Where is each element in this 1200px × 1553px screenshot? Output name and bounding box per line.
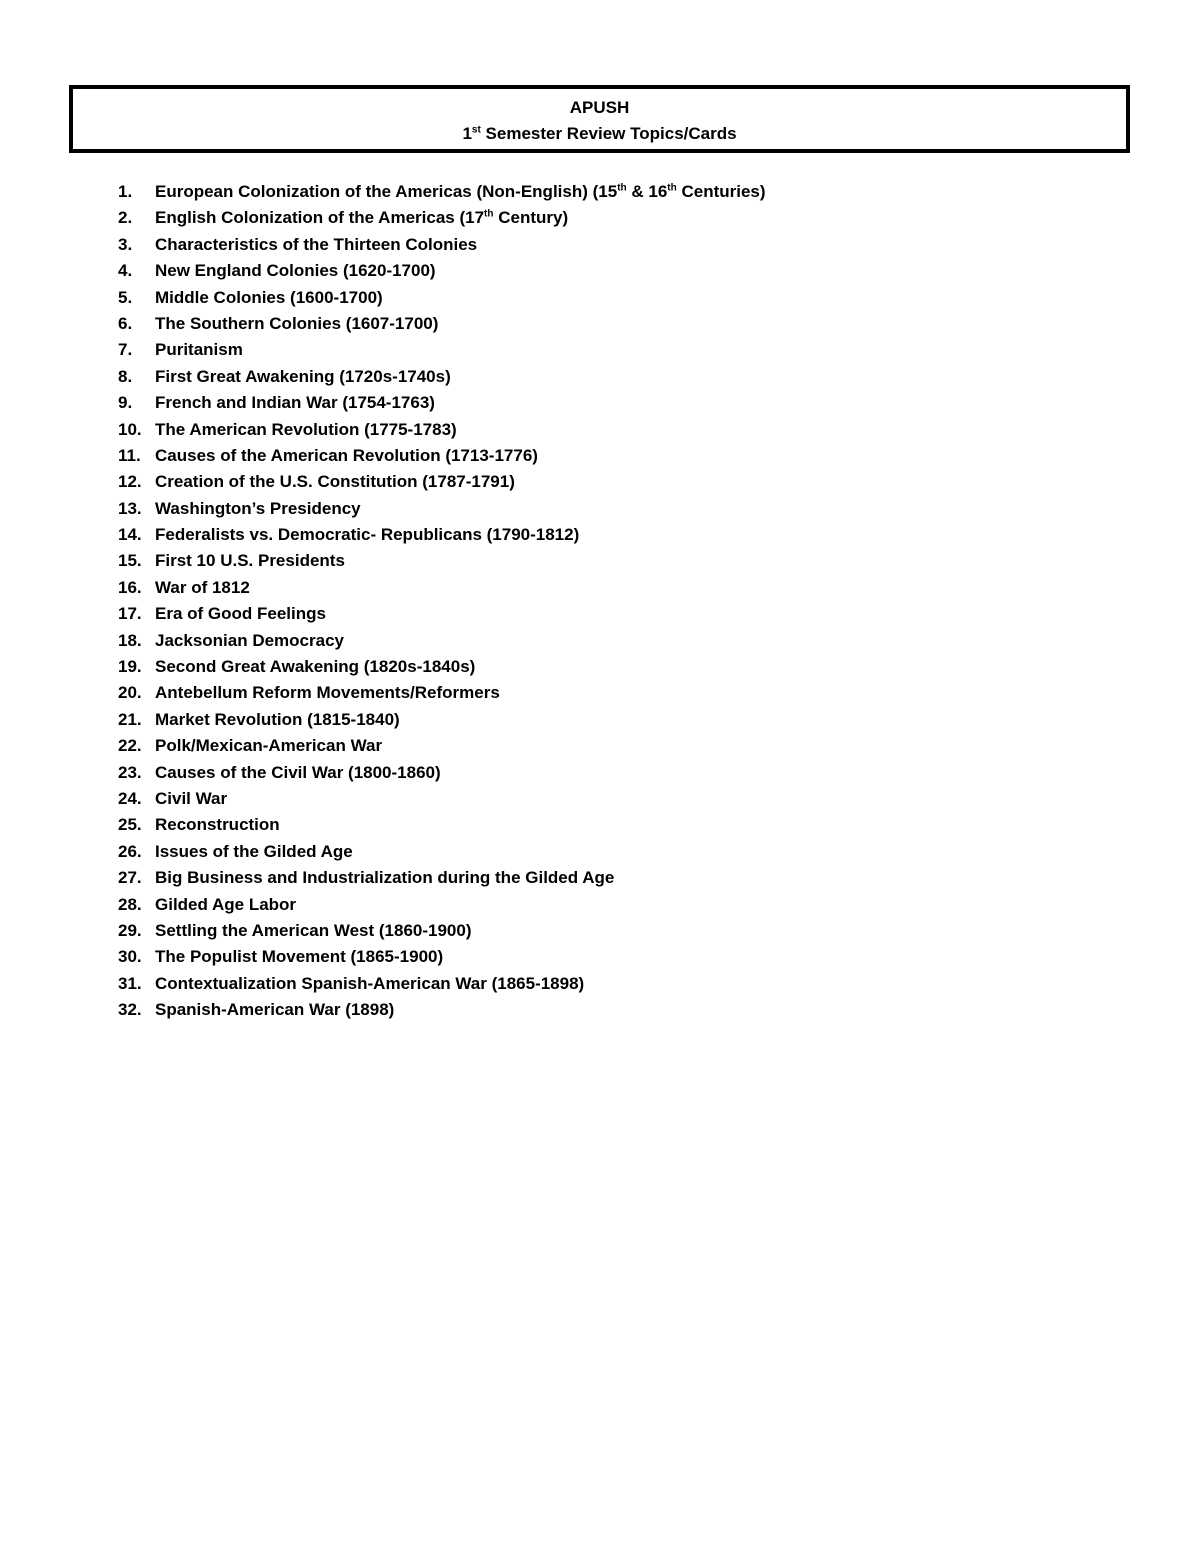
list-item [118, 892, 766, 918]
list-item [118, 364, 766, 390]
list-item [118, 179, 766, 205]
list-item-text-part: Contextualization Spanish-American War (1865-1898) [155, 973, 585, 993]
ordinal-superscript: th [484, 208, 494, 220]
list-item-number: 24. [118, 788, 142, 808]
list-item-text-part: Spanish-American War (1898) [155, 1000, 395, 1020]
list-item-number: 15. [118, 551, 142, 571]
list-item-text [155, 499, 361, 518]
list-item-number: 29. [118, 920, 142, 940]
list-item-number: 16. [118, 577, 142, 597]
list-item-number: 27. [118, 868, 142, 888]
list-item-text [155, 763, 441, 782]
list-item [118, 786, 766, 812]
list-item-text [155, 842, 353, 861]
list-item-number: 7. [118, 340, 133, 360]
list-item [118, 548, 766, 574]
subtitle-text: Semester Review Topics/Cards [480, 124, 737, 143]
list-item-number: 18. [118, 630, 142, 650]
list-item [118, 760, 766, 786]
list-item-text [155, 446, 538, 465]
list-item [118, 865, 766, 891]
list-item-text [155, 472, 515, 491]
list-item-text [155, 340, 243, 359]
list-item-text [155, 288, 383, 307]
list-item-number: 2. [118, 208, 133, 228]
list-item-number: 9. [118, 393, 133, 413]
list-item [118, 654, 766, 680]
list-item [118, 285, 766, 311]
list-item-number: 22. [118, 736, 142, 756]
list-item-text [155, 947, 443, 966]
list-item [118, 417, 766, 443]
list-item-number: 23. [118, 762, 142, 782]
list-item-text [155, 815, 280, 834]
list-item-number: 28. [118, 894, 142, 914]
list-item [118, 232, 766, 258]
list-item [118, 918, 766, 944]
list-item-text-part: Creation of the U.S. Constitution (1787-1791) [155, 472, 515, 492]
list-item-text-part: First 10 U.S. Presidents [155, 551, 345, 571]
list-item-number: 6. [118, 313, 133, 333]
list-item-text-part: Big Business and Industrialization during the Gilded Age [155, 868, 615, 888]
list-item-number: 31. [118, 973, 142, 993]
list-item-text-part: Washington’s Presidency [155, 498, 361, 518]
list-item-text [155, 921, 472, 940]
list-item [118, 575, 766, 601]
list-item-number: 21. [118, 709, 142, 729]
list-item-text [155, 525, 579, 544]
list-item [118, 258, 766, 284]
list-item-number: 20. [118, 683, 142, 703]
list-item [118, 522, 766, 548]
page-subtitle [73, 121, 1126, 147]
list-item [118, 628, 766, 654]
list-item-text-part: Causes of the American Revolution (1713-1776) [155, 445, 538, 465]
list-item-text-part: European Colonization of the Americas (Non-English) (15 [155, 182, 618, 201]
list-item-text-part: The Populist Movement (1865-1900) [155, 947, 444, 967]
list-item-text [155, 631, 344, 650]
list-item-number: 4. [118, 261, 133, 281]
list-item-number: 12. [118, 472, 142, 492]
list-item-text-part: Settling the American West (1860-1900) [155, 920, 472, 940]
list-item-text-part: War of 1812 [155, 577, 250, 597]
list-item-text [155, 420, 457, 439]
list-item-text-part: First Great Awakening (1720s-1740s) [155, 366, 451, 386]
list-item [118, 443, 766, 469]
list-item [118, 337, 766, 363]
list-item-number: 8. [118, 366, 133, 386]
list-item-number: 30. [118, 947, 142, 967]
list-item-text-part: Polk/Mexican-American War [155, 736, 383, 756]
list-item-text [155, 683, 500, 702]
list-item [118, 971, 766, 997]
list-item-text-part: Civil War [155, 788, 228, 808]
list-item-text [155, 736, 382, 755]
list-item-text [155, 710, 400, 729]
list-item-text [155, 657, 475, 676]
list-item [118, 601, 766, 627]
list-item-text-part: & 16 [626, 182, 668, 201]
list-item-text-part: Antebellum Reform Movements/Reformers [155, 683, 500, 703]
list-item-text-part: Reconstruction [155, 815, 280, 835]
list-item-text [155, 868, 614, 887]
list-item-text-part: Issues of the Gilded Age [155, 841, 353, 861]
list-item-text [155, 367, 451, 386]
list-item-text-part: Jacksonian Democracy [155, 630, 344, 650]
list-item-number: 5. [118, 287, 133, 307]
list-item-text-part: Characteristics of the Thirteen Colonies [155, 234, 478, 254]
list-item [118, 311, 766, 337]
list-item [118, 205, 766, 231]
topic-list [118, 179, 766, 1024]
list-item-text-part: The Southern Colonies (1607-1700) [155, 313, 439, 333]
list-item-number: 3. [118, 234, 133, 254]
list-item [118, 997, 766, 1023]
list-item-text-part: Centuries) [676, 182, 766, 201]
list-item [118, 496, 766, 522]
title-box [69, 85, 1130, 153]
list-item-text [155, 261, 436, 280]
list-item [118, 839, 766, 865]
list-item-text-part: Causes of the Civil War (1800-1860) [155, 762, 441, 782]
list-item [118, 707, 766, 733]
list-item [118, 390, 766, 416]
list-item-text-part: New England Colonies (1620-1700) [155, 261, 436, 281]
list-item-text-part: Market Revolution (1815-1840) [155, 709, 400, 729]
list-item [118, 680, 766, 706]
list-item-text [155, 182, 766, 201]
list-item-number: 26. [118, 841, 142, 861]
list-item-number: 14. [118, 525, 142, 545]
list-item-number: 32. [118, 1000, 142, 1020]
list-item-number: 25. [118, 815, 142, 835]
list-item-text [155, 895, 296, 914]
list-item [118, 469, 766, 495]
list-item [118, 733, 766, 759]
list-item-text-part: Century) [493, 208, 569, 228]
list-item-text-part: Second Great Awakening (1820s-1840s) [155, 657, 476, 677]
list-item [118, 944, 766, 970]
ordinal-superscript: th [667, 182, 677, 194]
list-item-text [155, 1000, 394, 1019]
list-item-text [155, 393, 435, 412]
list-item-number: 17. [118, 604, 142, 624]
list-item-text [155, 314, 438, 333]
list-item-text [155, 208, 568, 227]
list-item-text [155, 551, 345, 570]
list-item-number: 19. [118, 657, 142, 677]
list-item-number: 1. [118, 182, 133, 201]
list-item-text [155, 235, 477, 254]
list-item-text [155, 578, 250, 597]
list-item-number: 11. [118, 445, 141, 465]
list-item-text [155, 974, 584, 993]
list-item-text [155, 789, 227, 808]
page-title: APUSH [569, 98, 630, 117]
list-item-text-part: French and Indian War (1754-1763) [155, 393, 435, 413]
list-item-text-part: Puritanism [155, 340, 243, 360]
list-item-text-part: The American Revolution (1775-1783) [155, 419, 457, 439]
list-item-text-part: Era of Good Feelings [155, 604, 326, 624]
list-item-number: 13. [118, 498, 142, 518]
list-item-text-part: Gilded Age Labor [155, 894, 297, 914]
list-item-text-part: Middle Colonies (1600-1700) [155, 287, 383, 307]
subtitle-prefix: 1 [462, 124, 472, 143]
list-item [118, 812, 766, 838]
list-item-text-part: Federalists vs. Democratic- Republicans (1790-1812) [155, 525, 580, 545]
list-item-text [155, 604, 326, 623]
subtitle-superscript: st [471, 124, 481, 136]
list-item-text-part: English Colonization of the Americas (17 [155, 208, 485, 228]
list-item-number: 10. [118, 419, 142, 439]
ordinal-superscript: th [617, 182, 627, 194]
